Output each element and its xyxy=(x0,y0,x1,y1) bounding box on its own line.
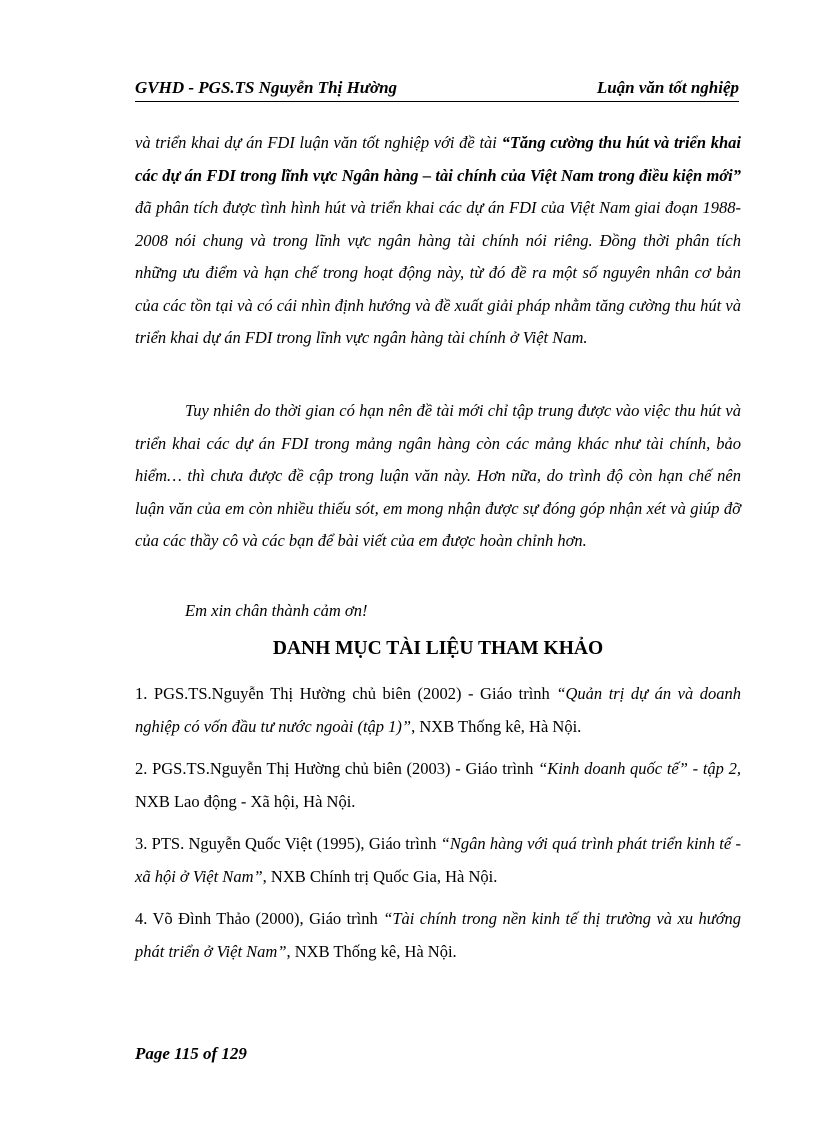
reference-title: “Quản trị dự án và doanh nghiệp có vốn đầu tư nước ngoài (tập 1)” xyxy=(135,684,741,736)
header-divider xyxy=(135,101,739,102)
page-number: Page 115 of 129 xyxy=(135,1044,247,1063)
references-heading: DANH MỤC TÀI LIỆU THAM KHẢO xyxy=(272,638,604,659)
reference-publisher: , NXB Thống kê, Hà Nội. xyxy=(286,941,457,961)
page-header xyxy=(135,78,739,102)
reference-item xyxy=(135,903,741,968)
reference-publisher: , NXB Chính trị Quốc Gia, Hà Nội. xyxy=(262,866,498,886)
reference-item xyxy=(135,828,741,893)
reference-title: “Kinh doanh quốc tế” - tập 2, xyxy=(538,759,741,778)
reference-publisher: NXB Lao động - Xã hội, Hà Nội. xyxy=(135,791,356,811)
reference-title: “Ngân hàng với quá trình phát triển kinh tế - xã hội ở Việt Nam” xyxy=(135,834,741,886)
reference-author: 3. PTS. Nguyễn Quốc Việt (1995), Giáo trình xyxy=(135,834,441,853)
thesis-title: “Tăng cường thu hút và triển khai các dự án FDI trong lĩnh vực Ngân hàng – tài chính của Việt Nam trong điều kiện mới” xyxy=(135,133,742,185)
reference-author: 1. PGS.TS.Nguyễn Thị Hường chủ biên (2002) - Giáo trình xyxy=(135,684,557,703)
reference-title: “Tài chính trong nền kinh tế thị trường và xu hướng phát triển ở Việt Nam” xyxy=(135,909,742,961)
paragraph-thanks: Em xin chân thành cảm ơn! xyxy=(185,601,368,620)
reference-author: 2. PGS.TS.Nguyễn Thị Hường chủ biên (2003) - Giáo trình xyxy=(135,759,539,778)
reference-author: 4. Võ Đình Thảo (2000), Giáo trình xyxy=(135,909,384,928)
paragraph-text: và triển khai dự án FDI luận văn tốt nghiệp với đề tài xyxy=(135,133,502,152)
reference-item xyxy=(135,753,741,818)
reference-item xyxy=(135,678,741,743)
reference-publisher: , NXB Thống kê, Hà Nội. xyxy=(411,716,582,736)
paragraph-limitations: Tuy nhiên do thời gian có hạn nên đề tài mới chỉ tập trung được vào việc thu hút và triển khai các dự án FDI trong mảng ngân hàng còn các mảng khác như tài chính, bảo hiểm… thì chưa được đề cập trong luận văn này. Hơn nữa, do trình độ còn hạn chế nên luận văn của em còn nhiều thiếu sót, em mong nhận được sự đóng góp nhận xét và giúp đỡ của các thầy cô và các bạn để bài viết của em được hoàn chỉnh hơn. xyxy=(135,401,741,550)
header-doc-type: Luận văn tốt nghiệp xyxy=(596,78,739,97)
paragraph-conclusion xyxy=(135,127,741,355)
paragraph-text: đã phân tích được tình hình hút và triển khai các dự án FDI của Việt Nam giai đoạn 1988-2008 nói chung và trong lĩnh vực ngân hàng tài chính nói riêng. Đồng thời phân tích những ưu điểm và hạn chế trong hoạt động này, từ đó đề ra một số nguyên nhân cơ bản của các tồn tại và có cái nhìn định hướng và đề xuất giải pháp nhằm tăng cường thu hút và triển khai dự án FDI trong lĩnh vực ngân hàng tài chính ở Việt Nam. xyxy=(135,198,741,347)
header-advisor: GVHD - PGS.TS Nguyễn Thị Hường xyxy=(135,78,398,97)
reference-list xyxy=(135,678,741,978)
